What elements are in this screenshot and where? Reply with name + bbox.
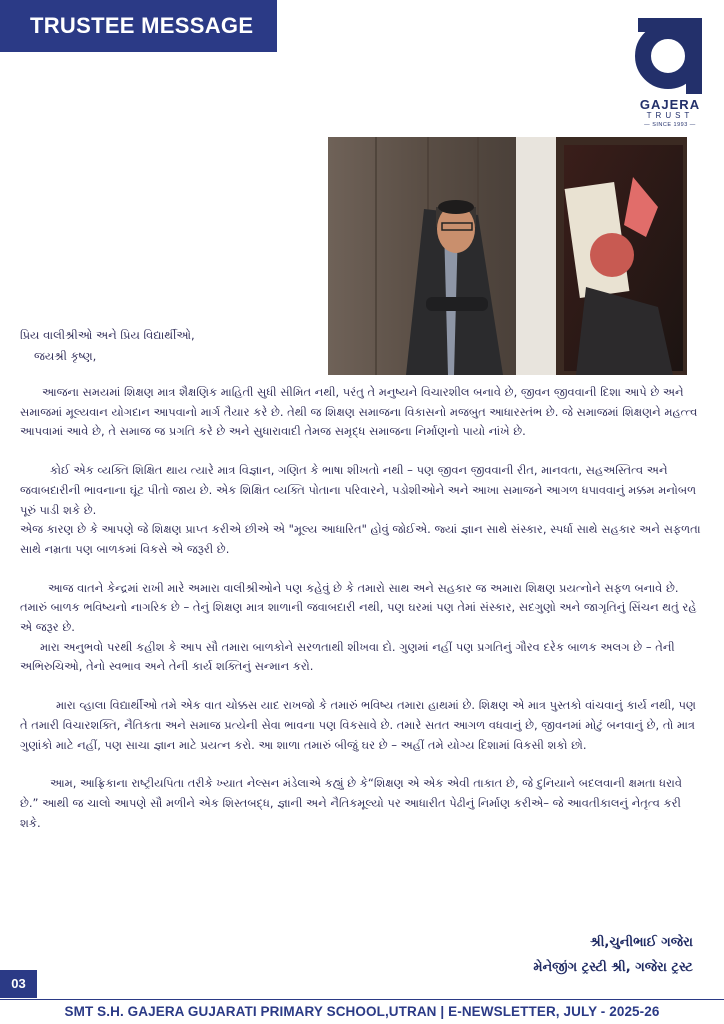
salutation-line: પ્રિય વાલીશ્રીઓ અને પ્રિય વિદ્યાર્થીઓ, <box>20 328 195 342</box>
letter-body <box>20 383 704 852</box>
paragraph: આજના સમયમાં શિક્ષણ માત્ર શૈક્ષણિક માહિતી સુધી સીમિત નથી, પરંતુ તે મનુષ્યને વિચારશીલ બનાવે છે, જીવન જીવવાની દિશા આપે છે અને સમાજમાં મૂલ્યવાન યોગદાન આપવાનો માર્ગ તૈયાર કરે છે. તેથી જ શિક્ષણ સમાજના વિકાસનો મજબુત આધારસ્તંભ છે. જે સમાજમાં શિક્ષણને મહત્ત્વ આપવામાં આવે છે, તે સમાજ જ પ્રગતિ કરે છે અને સુધારાવાદી તેમજ સમૃદ્ધ સમાજના નિર્માણનો પાયો નાંખે છે. <box>20 385 698 439</box>
logo-since: — SINCE 1993 — <box>644 122 696 128</box>
gajera-logo-icon <box>628 12 712 96</box>
paragraph: કોઈ એક વ્યક્તિ શિક્ષિત થાય ત્યારે માત્ર વિજ્ઞાન, ગણિત કે ભાષા શીખતો નથી – પણ જીવન જીવવાની રીત, માનવતા, સહઅસ્તિત્વ અને જવાબદારીની ભાવનાના ઘૂંટ પીતો જાય છે. એક શિક્ષિત વ્યક્તિ પોતાના પરિવારને, પડોશીઓને અને આખા સમાજને આગળ ધપાવવાનું મક્કમ મનોબળ પૂરું પાડી શકે છે. <box>20 463 697 517</box>
signature-title: મેનેજીંગ ટ્રસ્ટી શ્રી, ગજેરા ટ્રસ્ટ <box>533 960 693 975</box>
paragraph: મારા વ્હાલા વિદ્યાર્થીઓ તમે એક વાત ચોક્કસ યાદ રાખજો કે તમારું ભવિષ્ય તમારા હાથમાં છે. શિક્ષણ એ માત્ર પુસ્તકો વાંચવાનું કાર્ય નથી, પણ તે તમારી વિચારશક્તિ, નૈતિકતા અને સમાજ પ્રત્યેની સેવા ભાવના પણ વિકસાવે છે. તમારે સતત આગળ વધવાનું છે, જીવનમાં મોટું બનવાનું છે, તો માત્ર ગુણાંકો માટે નહીં, પણ સાચા જ્ઞાન માટે પ્રયત્ન કરો. આ શાળા તમારું બીજું ઘર છે – અહીં તમે યોગ્ય દિશામાં વિકસી શકો છો. <box>20 698 696 752</box>
signature-block <box>533 930 693 980</box>
paragraph: આજ વાતને કેન્દ્રમાં રાખી મારે અમારા વાલીશ્રીઓને પણ કહેવું છે કે તમારો સાથ અને સહકાર જ અમારા શિક્ષણ પ્રયત્નોને સફળ બનાવે છે. તમારું બાળક ભવિષ્યનો નાગરિક છે – તેનું શિક્ષણ માત્ર શાળાની જવાબદારી નથી, પણ ઘરમાં પણ તેમાં સંસ્કાર, સદગુણો અને જાગૃતિનું સિંચન થતું રહે એ જરૂર છે. <box>20 580 697 635</box>
paragraph: મારા અનુભવો પરથી કહીશ કે આપ સૌ તમારા બાળકોને સરળતાથી શીખવા દો. ગુણમાં નહીં પણ પ્રગતિનું ગૌરવ દરેક બાળક અલગ છે – તેની અભિરુચિઓ, તેનો સ્વભાવ અને તેની કાર્ય શક્તિનું સન્માન કરો. <box>20 639 675 674</box>
gajera-trust-logo <box>628 12 712 137</box>
page-title: TRUSTEE MESSAGE <box>30 13 254 38</box>
paragraph: એજ કારણ છે કે આપણે જે શિક્ષણ પ્રાપ્ત કરીએ છીએ એ "મૂલ્ય આધારિત" હોવું જોઈએ. જ્યાં જ્ઞાન સાથે સંસ્કાર, સ્પર્ધા સાથે સહકાર અને સફળતા સાથે નમ્રતા પણ બાળકમાં વિકસે એ જરૂરી છે. <box>20 522 701 556</box>
portrait-photo-icon <box>328 137 687 375</box>
logo-name: GAJERA <box>639 97 701 112</box>
logo-subtitle: TRUST <box>646 111 694 120</box>
signature-name: શ્રી,ચુનીભાઈ ગજેરા <box>590 935 693 950</box>
greeting-line: જયશ્રી કૃષ્ણ, <box>34 349 97 363</box>
letter-salutation <box>20 325 195 367</box>
page-number: 03 <box>0 970 37 998</box>
paragraph: આમ, આફ્રિકાના રાષ્ટ્રીયપિતા તરીકે ખ્યાત નેલ્સન મંડેલાએ કહ્યું છે કે“શિક્ષણ એ એક એવી તાકાત છે, જે દુનિયાને બદલવાની ક્ષમતા ધરાવે છે.” આથી જ ચાલો આપણે સૌ મળીને એક શિસ્તબદ્ધ, જ્ઞાની અને નૈતિકમૂલ્યો પર આધારીત પેઢીનું નિર્માણ કરીએ– જે આવતીકાલનું નેતૃત્વ કરી શકે. <box>20 776 682 830</box>
page-title-banner <box>0 0 277 52</box>
trustee-photo <box>328 137 687 375</box>
footer-text: SMT S.H. GAJERA GUJARATI PRIMARY SCHOOL,UTRAN | E-NEWSLETTER, JULY - 2025-26 <box>64 1004 660 1019</box>
